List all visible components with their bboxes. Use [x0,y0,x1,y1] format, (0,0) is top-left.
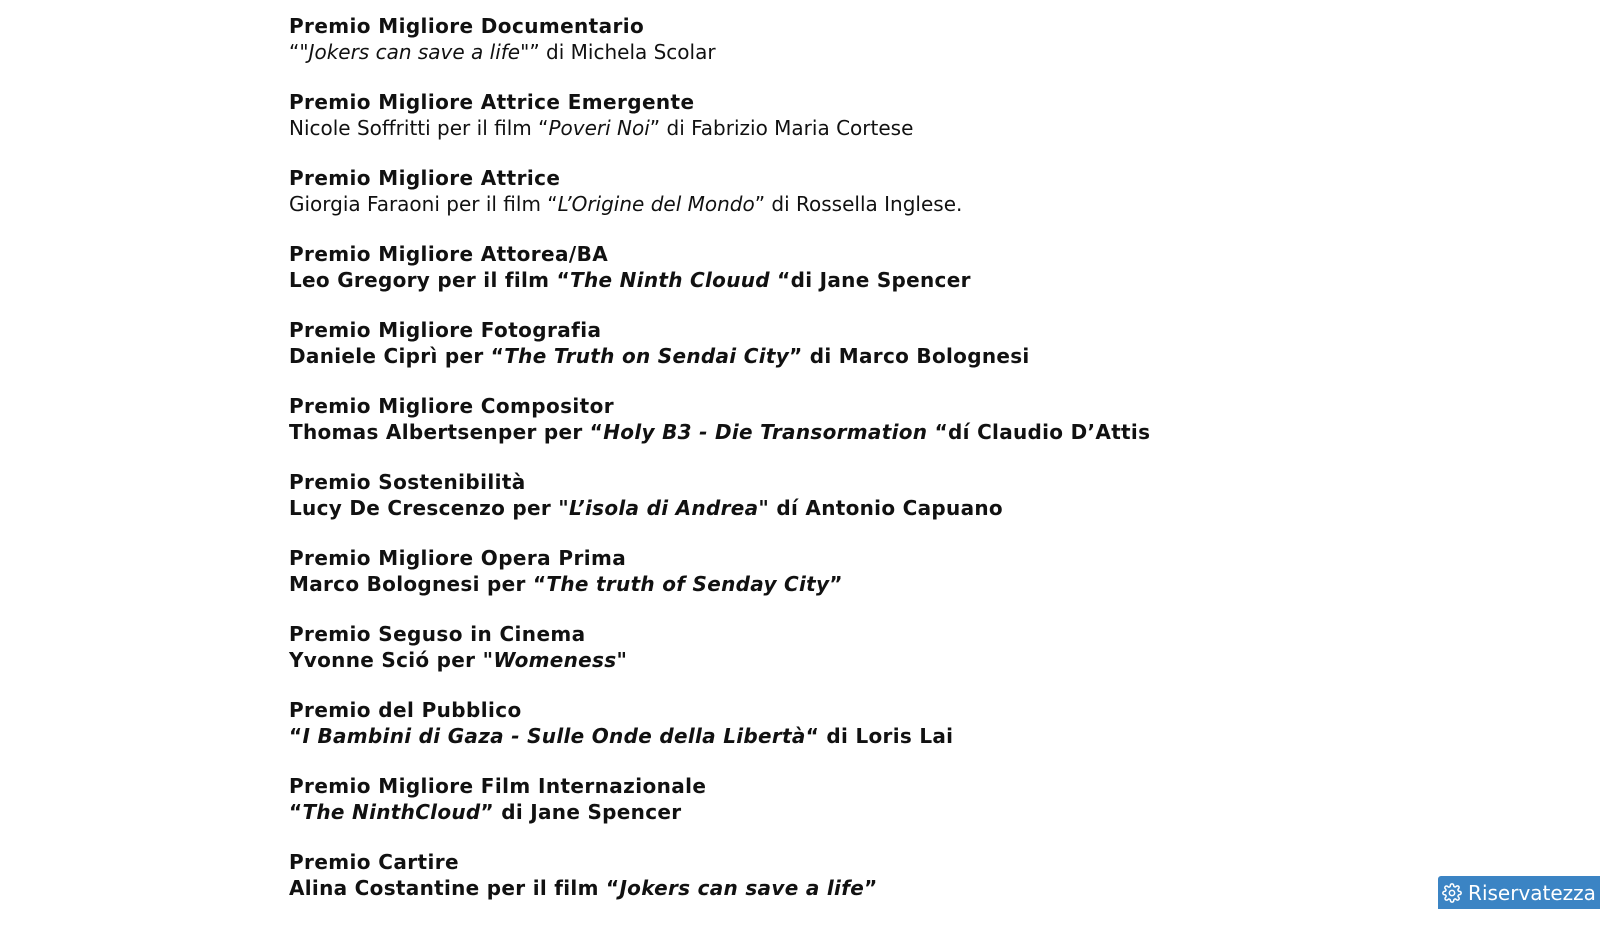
award-winner [289,495,1389,521]
award-title: Premio Migliore Compositor [289,394,615,418]
winner-text: Nicole Soffritti per il film “ [289,116,549,140]
award-winner [289,875,1389,901]
award-title: Premio Migliore Film Internazionale [289,774,707,798]
award-entry [289,394,1389,445]
winner-text: “dí Claudio D’Attis [927,420,1151,444]
privacy-button-label: Riservatezza [1468,880,1596,905]
winner-text: Thomas Albertsenper per “ [289,420,604,444]
award-title: Premio Seguso in Cinema [289,622,586,646]
award-title: Premio Migliore Opera Prima [289,546,627,570]
film-title: I Bambini di Gaza - Sulle Onde della Libertà [302,724,806,748]
award-title: Premio Migliore Attrice [289,166,561,190]
award-entry [289,850,1389,901]
award-winner [289,343,1389,369]
film-title: The truth of Senday City [546,572,830,596]
winner-text: “" [289,40,309,64]
award-title: Premio Migliore Attrice Emergente [289,90,695,114]
award-winner [289,115,1389,141]
awards-list [289,14,1389,926]
film-title: L’isola di Andrea [569,496,759,520]
film-title: Jokers can save a life [308,40,521,64]
film-title: The Ninth Clouud [570,268,770,292]
film-title: The NinthCloud [302,800,481,824]
award-title: Premio del Pubblico [289,698,522,722]
film-title: Womeness [493,648,617,672]
award-entry [289,698,1389,749]
film-title: L’Origine del Mondo [557,192,755,216]
award-title: Premio Cartire [289,850,459,874]
film-title: The Truth on Sendai City [504,344,790,368]
winner-text: Daniele Ciprì per “ [289,344,505,368]
winner-text: Leo Gregory per il film “ [289,268,571,292]
award-entry [289,318,1389,369]
winner-text: ” di Fabrizio Maria Cortese [649,116,914,140]
winner-text: " dí Antonio Capuano [758,496,1003,520]
winner-text: " [616,648,628,672]
winner-text: ” di Marco Bolognesi [789,344,1030,368]
winner-text: “ [289,724,303,748]
winner-text: ” di Rossella Inglese. [754,192,963,216]
award-title: Premio Migliore Attorea/BA [289,242,609,266]
film-title: Poveri Noi [548,116,650,140]
privacy-button[interactable] [1438,876,1600,909]
winner-text: “di Jane Spencer [769,268,971,292]
award-winner [289,419,1389,445]
award-winner [289,267,1389,293]
winner-text: "” di Michela Scolar [520,40,716,64]
award-title: Premio Migliore Fotografia [289,318,602,342]
award-winner [289,723,1389,749]
award-winner [289,191,1389,217]
winner-text: ” [829,572,843,596]
award-entry [289,14,1389,65]
winner-text: Yvonne Sció per " [289,648,494,672]
award-winner [289,799,1389,825]
award-entry [289,546,1389,597]
winner-text: “ di Loris Lai [805,724,954,748]
winner-text: ” [864,876,878,900]
winner-text: Lucy De Crescenzo per " [289,496,570,520]
award-entry [289,470,1389,521]
winner-text: “ [289,800,303,824]
award-title: Premio Migliore Documentario [289,14,645,38]
award-winner [289,571,1389,597]
gear-icon [1442,883,1462,903]
award-winner [289,39,1389,65]
award-entry [289,622,1389,673]
award-entry [289,774,1389,825]
award-entry [289,242,1389,293]
film-title: Jokers can save a life [619,876,865,900]
winner-text: Marco Bolognesi per “ [289,572,547,596]
award-entry [289,90,1389,141]
award-entry [289,166,1389,217]
film-title: Holy B3 - Die Transormation [603,420,928,444]
winner-text: Giorgia Faraoni per il film “ [289,192,558,216]
award-title: Premio Sostenibilità [289,470,526,494]
award-winner [289,647,1389,673]
winner-text: ” di Jane Spencer [480,800,682,824]
winner-text: Alina Costantine per il film “ [289,876,620,900]
